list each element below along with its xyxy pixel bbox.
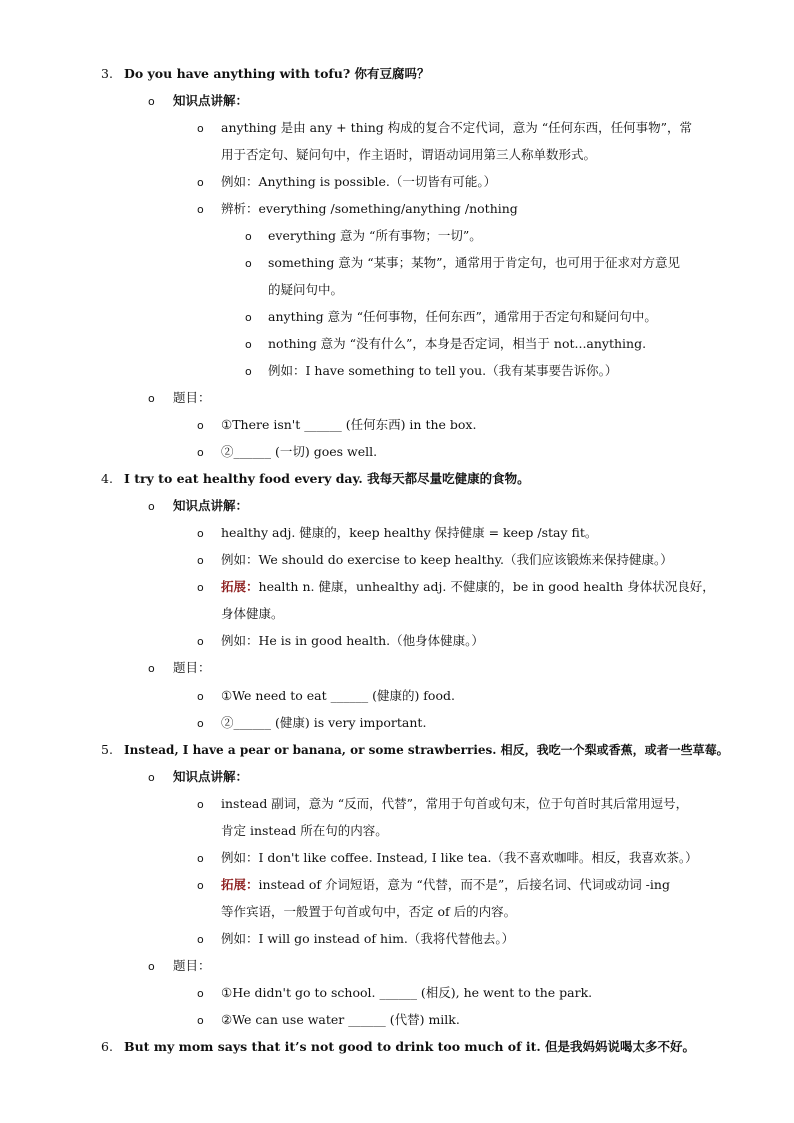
bullet-icon: o <box>148 960 155 973</box>
item-number: 5. <box>101 742 113 757</box>
bullet-icon: o <box>245 311 252 324</box>
extension-line <box>221 876 670 894</box>
item-heading: I try to eat healthy food every day. 我每天都尽量吃健康的食物。 <box>124 471 530 486</box>
bullet-icon: o <box>197 987 204 1000</box>
bullet-icon: o <box>197 798 204 811</box>
bullet-icon: o <box>245 338 252 351</box>
bullet-icon: o <box>245 365 252 378</box>
item-heading: Instead, I have a pear or banana, or some strawberries. 相反，我吃一个梨或香蕉，或者一些草莓。 <box>124 743 729 757</box>
bullet-icon: o <box>148 392 155 405</box>
bullet-icon: o <box>197 1014 204 1027</box>
bullet-icon: o <box>245 230 252 243</box>
extension-text: instead of 介词短语，意为 “代替，而不是”，后接名词、代词或动词 -ing <box>258 877 670 892</box>
sub-point-text: 例如：I have something to tell you.（我有某事要告诉你。） <box>268 363 618 378</box>
bullet-icon: o <box>197 446 204 459</box>
exercise-label: 题目： <box>173 660 211 675</box>
example-text: 例如：We should do exercise to keep healthy.（我们应该锻炼来保持健康。） <box>221 552 673 567</box>
sub-point-text-cont: 的疑问句中。 <box>268 282 344 297</box>
bullet-icon: o <box>197 176 204 189</box>
bullet-icon: o <box>148 95 155 108</box>
item-number: 6. <box>101 1039 113 1054</box>
bullet-icon: o <box>197 717 204 730</box>
exercise-text: ①We need to eat ______ (健康的) food. <box>221 688 455 703</box>
item-number: 4. <box>101 471 113 486</box>
point-text: healthy adj. 健康的，keep healthy 保持健康 = keep /stay fit。 <box>221 525 598 540</box>
bullet-icon: o <box>197 635 204 648</box>
knowledge-label: 知识点讲解： <box>173 498 249 513</box>
extension-line <box>221 578 715 596</box>
bullet-icon: o <box>197 203 204 216</box>
extension-text-cont: 身体健康。 <box>221 606 284 621</box>
bullet-icon: o <box>148 662 155 675</box>
sub-point-text: everything 意为 “所有事物；一切”。 <box>268 228 482 243</box>
bullet-icon: o <box>197 419 204 432</box>
bullet-icon: o <box>197 581 204 594</box>
example-text: 例如：Anything is possible.（一切皆有可能。） <box>221 174 497 189</box>
extension-label: 拓展： <box>221 579 259 594</box>
exercise-text: ②We can use water ______ (代替) milk. <box>221 1012 460 1027</box>
example-text: 例如：He is in good health.（他身体健康。） <box>221 633 484 648</box>
extension-text-cont: 等作宾语，一般置于句首或句中，否定 of 后的内容。 <box>221 904 517 919</box>
extension-text: health n. 健康，unhealthy adj. 不健康的，be in good health 身体状况良好， <box>258 579 715 594</box>
exercise-text: ②______ (一切) goes well. <box>221 444 378 459</box>
extension-label: 拓展： <box>221 877 259 892</box>
exercise-label: 题目： <box>173 958 211 973</box>
bullet-icon: o <box>197 554 204 567</box>
example-text: 例如：I will go instead of him.（我将代替他去。） <box>221 931 515 946</box>
point-text-cont: 肯定 instead 所在句的内容。 <box>221 823 388 838</box>
bullet-icon: o <box>197 527 204 540</box>
bullet-icon: o <box>148 771 155 784</box>
bullet-icon: o <box>197 690 204 703</box>
exercise-text: ②______ (健康) is very important. <box>221 715 427 730</box>
bullet-icon: o <box>197 852 204 865</box>
sub-point-text: something 意为 “某事；某物”，通常用于肯定句，也可用于征求对方意见 <box>268 255 681 270</box>
sub-point-text: anything 意为 “任何事物，任何东西”，通常用于否定句和疑问句中。 <box>268 309 657 324</box>
bullet-icon: o <box>197 933 204 946</box>
bullet-icon: o <box>245 257 252 270</box>
exercise-label: 题目： <box>173 390 211 405</box>
bullet-icon: o <box>197 122 204 135</box>
bullet-icon: o <box>197 879 204 892</box>
point-text-cont: 用于否定句、疑问句中，作主语时，谓语动词用第三人称单数形式。 <box>221 147 597 162</box>
example-text: 例如：I don't like coffee. Instead, I like tea.（我不喜欢咖啡。相反，我喜欢茶。） <box>221 850 698 865</box>
bullet-icon: o <box>148 500 155 513</box>
item-number: 3. <box>101 66 113 81</box>
sub-point-text: nothing 意为 “没有什么”，本身是否定词，相当于 not...anything. <box>268 336 647 351</box>
knowledge-label: 知识点讲解： <box>173 93 249 108</box>
point-text: instead 副词，意为 “反而，代替”，常用于句首或句末，位于句首时其后常用逗号， <box>221 796 689 811</box>
item-heading: Do you have anything with tofu? 你有豆腐吗？ <box>124 66 430 81</box>
item-heading: But my mom says that it’s not good to drink too much of it. 但是我妈妈说喝太多不好。 <box>124 1039 696 1054</box>
point-text: anything 是由 any + thing 构成的复合不定代词，意为 “任何东西，任何事物”，常 <box>221 120 692 135</box>
exercise-text: ①He didn't go to school. ______ (相反), he went to the park. <box>221 985 593 1000</box>
exercise-text: ①There isn't ______ (任何东西) in the box. <box>221 417 477 432</box>
analysis-text: 辨析：everything /something/anything /nothing <box>221 201 518 216</box>
knowledge-label: 知识点讲解： <box>173 769 249 784</box>
